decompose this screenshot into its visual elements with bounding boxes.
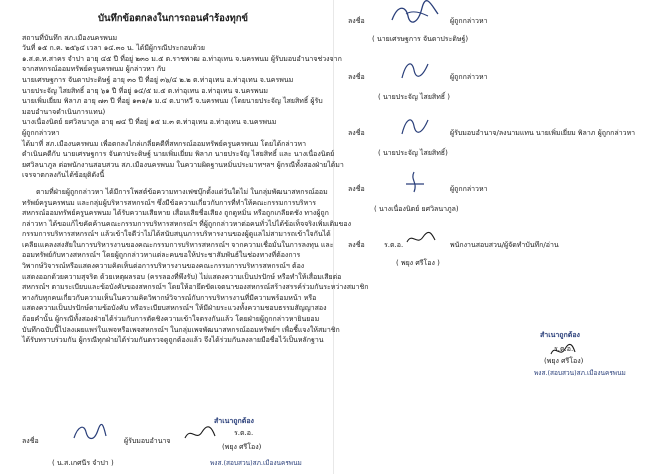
sig-name: ( นายประจัญ ไสยสิทธิ์ ) (378, 93, 451, 101)
sig-role: ผู้ถูกกล่าวหา (450, 73, 488, 81)
paragraph-line: สหกรณ์ออมทรัพย์ครูนครพนม ได้รับความเสียหาย เสื่อมเสียชื่อเสียง ถูกดูหมิ่น หรือถูกเกลียดชัง ทางผู้ถูก (22, 209, 329, 218)
header-line: นางเนื่องนิตย์ ยศวิลนาภูล อายุ ๗๔ ปี ที่อยู่ ๑๕ ม.๓ ต.ท่าอุเทน อ.ท่าอุเทน จ.นครพนม (22, 118, 277, 127)
sig-role: ผู้ถูกกล่าวหา (450, 185, 488, 193)
header-line: ผู้ถูกกล่าวหา (22, 128, 60, 137)
paragraph-line: บันทึกฉบับนี้ไปลงเผยแพร่ในเพจหรือเพจสหกรณ์ฯ ในกลุ่มเพจพัฒนาสหกรณ์ออมทรัพย์ฯ เพื่อชี้แจงให้สมาชิก (22, 325, 340, 334)
header-line: นายเศรษฐการ จันดาประดิษฐ์ อายุ ๓๐ ปี ที่อยู่ ๓๖/๔ ๒.๒ ต.ท่าอุเทน อ.ท่าอุเทน จ.นครพนม (22, 75, 294, 84)
certified-copy-stamp: สำเนาถูกต้อง (214, 417, 254, 425)
paragraph-line: สหกรณ์ฯ ตามระเบียบและข้อบังคับของสหกรณ์ฯ โดยให้อายึดขัดเจตนาของสหกรณ์สร้างสรรค์ร่วมกันระหว่างสมาชิก (22, 283, 369, 292)
paragraph-line: ทรัพย์ครูนครพนม และกลุ่มผู้บริหารสหกรณ์ฯ ซึ่งมีข้อความเกี่ยวกับการที่ทำให้คณะกรรมการบริหาร (22, 198, 316, 207)
officer-rank: ร.ต.อ. (384, 241, 404, 249)
sig-label: ลงชื่อ (22, 437, 39, 445)
sig-name: ( นางเนื่องนิตย์ ยศวิลนาภูล) (374, 205, 459, 213)
header-line: วันที่ ๑๕ ก.ค. ๒๕๖๔ เวลา ๑๔.๓๐ น. ได้มีผู้กรณีประกอบด้วย (22, 44, 205, 53)
sig-role: ผู้รับมอบอำนาจ/ลงนามแทน นายเพิ่มเยี่ยม พิลาภ ผู้ถูกกล่าวหา (450, 129, 636, 137)
header-line: จากสหกรณ์ออมทรัพย์ครูนครพนม ผู้กล่าวหา กับ (22, 65, 166, 74)
paragraph-line: กล่าวหา ได้ขอแก้ไขคัดค้านคณะกรรมการบริหารสหกรณ์ฯ ที่ผู้ถูกกล่าวหาต่อคนทั่วไปได้ข้อเท็จจริงเพิ่มเติมของ (22, 219, 352, 228)
sig-name: ( น.ส.เกศนีร จำปา ) (52, 459, 114, 467)
officer-role: พนักงานสอบสวน/ผู้จัดทำบันทึก/อ่าน (450, 241, 559, 249)
signature-scribble-icon (70, 422, 110, 444)
paragraph-line: ได้รับทราบร่วมกัน ผู้กรณีทุกฝ่ายได้ร่วมกันตรวจดูถูกต้องแล้ว จึงได้ร่วมกันลงลายมือชื่อไว้เป็นหลักฐาน (22, 336, 324, 345)
paragraph-line: ทางกับทุกคนเกี่ยวกับความเห็นในความคิดวิพากษ์วิจารณ์กับการบริหารงานที่มีความพร้อมหน้า หรือ (22, 293, 317, 302)
certified-copy-stamp: สำเนาถูกต้อง (540, 331, 580, 339)
paragraph-line: แสดงความเป็นปรปักษ์ตามข้อบังคับ หรือระเบียบสหกรณ์ฯ ให้มีฝ่ายระแวงทั้งความชอบธรรมสัญญาสอง (22, 304, 327, 313)
sig-label: ลงชื่อ (348, 185, 365, 193)
sig-label: ลงชื่อ (348, 129, 365, 137)
officer-name: ( พยุง ศรีโอง ) (396, 259, 440, 267)
stamp-name: (พยุง ศรีโอง) (544, 357, 584, 365)
sig-role: ผู้รับมอบอำนาจ (124, 437, 171, 445)
sig-label: ลงชื่อ (348, 73, 365, 81)
officer-signature-icon (182, 424, 218, 444)
signature-scribble-icon (388, 2, 442, 28)
header-line: ๑.ส.ต.ท.สาคร จำปา อายุ ๔๕ ปี ที่อยู่ ๒๓๐ ม.๕ ต.ราชพาฒ อ.ท่าอุเทน จ.นครพนม ผู้รับมอบอำนาจช่วงจาก (22, 54, 342, 63)
sig-role: ผู้ถูกกล่าวหา (450, 17, 488, 25)
right-page (334, 0, 668, 474)
paragraph-line: แสดงออกด้วยความสุจริต ด้วยเหตุผลรอบ (ครรลองที่พึงรับ) ไม่แสดงความเป็นปรปักษ์ หรือทำให้เสื่อมเสียต่อ (22, 272, 342, 281)
signature-scribble-icon (396, 58, 436, 82)
paragraph-line: วิพากษ์วิจารณ์หรือแสดงความคิดเห็นต่อการบริหารงานของคณะกรรมการบริหารสหกรณ์ฯ ต้อง (22, 262, 305, 271)
signature-scribble-icon (400, 170, 430, 194)
stamp-rank: ร.ต.อ. (554, 345, 574, 353)
paragraph-line: ออมทรัพย์กับทางสหกรณ์ฯ โดยผู้ถูกกล่าวหาแต่ละคนขอให้ประชาสัมพันธ์ในช่องทางที่ต้องการ (22, 251, 301, 260)
paragraph-line: ดำเนินคดีกับ นายเศรษฐการ จันดาประดิษฐ์ นายเพิ่มเยี่ยม พิลาภ นายประจัญ ไสยสิทธิ์ และ นางเนื่องนิตย์ (22, 150, 335, 159)
document-title: บันทึกข้อตกลงในการถอนคำร้องทุกข์ (97, 13, 249, 24)
paragraph-line: กรรมการบริหารสหกรณ์ฯ แล้วเข้าใจดีว่าไม่ได้สนับสนุนการบริหารงานของผู้ดูแลไม่สามารถเข้าใจกันได้ (22, 230, 331, 239)
sig-name: ( นายเศรษฐการ จันดาประดิษฐ์) (372, 35, 469, 43)
officer-name: (พยุง ศรีโอง) (222, 443, 262, 451)
signature-scribble-icon (396, 114, 436, 138)
sig-label: ลงชื่อ (348, 241, 365, 249)
paragraph-line: ยศวิลนาภูล ต่อพนักงานสอบสวน สภ.เมืองนครพนม ในความผิดฐานหมิ่นประมาทฯลฯ ผู้กรณีทั้งสองฝ่ายได้มา (22, 160, 344, 169)
paragraph-line: ถ้อยคำนั้น ผู้กรณีทั้งสองฝ่ายได้ร่วมกับการตัดชิงความเข้าใจตรงกันแล้ว โดยฝ่ายผู้ถูกกล่าวหายินยอม (22, 315, 320, 324)
stamp-unit: พงส.(สอบสวน)สภ.เมืองนครพนม (534, 369, 626, 377)
header-line: นายประจัญ ไสยสิทธิ์ อายุ ๖๑ ปี ที่อยู่ ๑๔/๕ ม.๕ ต.ท่าอุเทน อ.ท่าอุเทน จ.นครพนม (22, 86, 269, 95)
officer-unit: พงส.(สอบสวน)สภ.เมืองนครพนม (210, 459, 302, 467)
sig-name: ( นายประจัญ ไสยสิทธิ์) (378, 149, 448, 157)
paragraph-line: เจรจาตกลงกันได้ข้อยุติดังนี้ (22, 171, 105, 180)
paragraph-line: ตามที่ฝ่ายผู้ถูกกล่าวหา ได้มีการโพสต์ข้อความทางเฟซบุ๊กตั้งแต่วันใดไม่ ในกลุ่มพัฒนาสหกรณ์ออม (36, 187, 328, 196)
paragraph-line: เคลียเแคลงสงสัยในการบริหารงานของคณะกรรมการบริหารสหกรณ์ฯ จากความเชื่อมั่นในการลงทุน และ (22, 240, 334, 249)
officer-rank: ร.ต.อ. (234, 429, 254, 437)
paragraph-line: ได้มาที่ สภ.เมืองนครพนม เพื่อตกลงไกล่เกลี่ยคดีที่สหกรณ์ออมทรัพย์ครูนครพนม โดยได้กล่าวหา (22, 139, 307, 148)
header-line: มอบอำนาจดำเนินการแทน) (22, 107, 106, 116)
officer-signature-icon (404, 230, 438, 248)
sig-label: ลงชื่อ (348, 17, 365, 25)
header-line: นายเพิ่มเยี่ยม พิลาภ อายุ ๗๓ ปี ที่อยู่ ๑๓๑/๑ ม.๔ ต.บาหวี จ.นครพนม (โดยนายประจัญ ไสยสิทธิ์ ผู้รับ (22, 97, 323, 106)
header-line: สถานที่บันทึก สภ.เมืองนครพนม (22, 33, 118, 42)
